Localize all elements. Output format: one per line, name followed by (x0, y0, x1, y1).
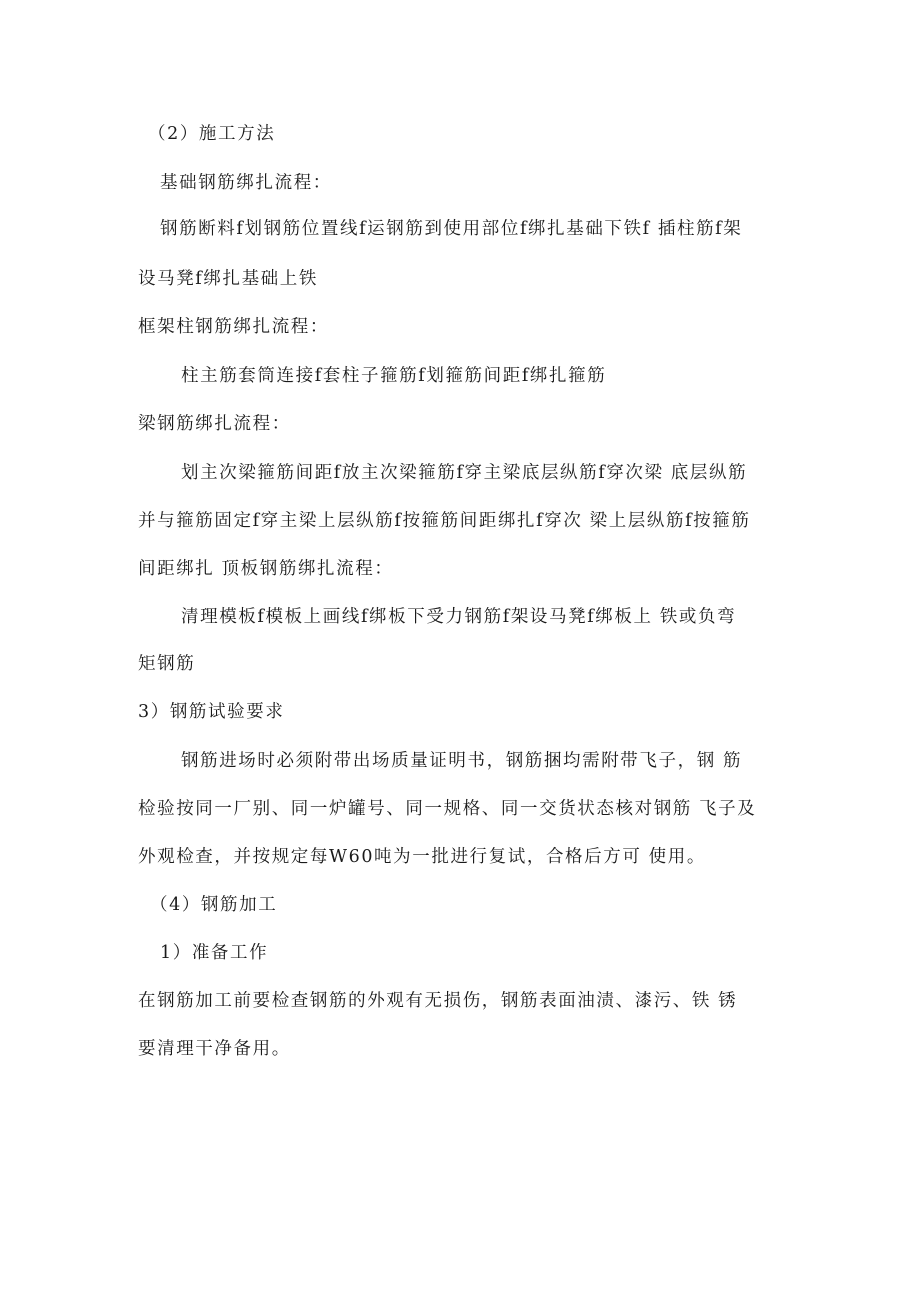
text-line: 设马凳f绑扎基础上铁 (138, 269, 318, 289)
text-line: 基础钢筋绑扎流程： (160, 173, 332, 193)
text-line: 矩钢筋 (138, 654, 196, 674)
text-line: 并与箍筋固定f穿主梁上层纵筋f按箍筋间距绑扎f穿次 梁上层纵筋f按箍筋 (138, 511, 751, 531)
text-line: （4）钢筋加工 (150, 895, 278, 915)
text-line: 框架柱钢筋绑扎流程： (138, 317, 329, 337)
text-line: 1）准备工作 (160, 943, 269, 963)
text-line: （2）施工方法 (148, 124, 276, 144)
text-line: 外观检查，并按规定每W60吨为一批进行复试，合格后方可 使用。 (138, 847, 706, 867)
text-line: 清理模板f模板上画线f绑板下受力钢筋f架设马凳f绑板上 铁或负弯 (181, 607, 737, 627)
text-line: 钢筋进场时必须附带出场质量证明书，钢筋捆均需附带飞子，钢 筋 (181, 751, 743, 771)
text-line: 要清理干净备用。 (138, 1039, 291, 1059)
text-line: 梁钢筋绑扎流程： (138, 414, 291, 434)
text-line: 3）钢筋试验要求 (138, 702, 285, 722)
text-line: 钢筋断料f划钢筋位置线f运钢筋到使用部位f绑扎基础下铁f 插柱筋f架 (160, 219, 743, 239)
text-line: 检验按同一厂别、同一炉罐号、同一规格、同一交货状态核对钢筋 飞子及 (138, 799, 757, 819)
text-line: 在钢筋加工前要检查钢筋的外观有无损伤，钢筋表面油渍、漆污、铁 锈 (138, 991, 738, 1011)
text-line: 柱主筋套筒连接f套柱子箍筋f划箍筋间距f绑扎箍筋 (181, 366, 607, 386)
text-line: 划主次梁箍筋间距f放主次梁箍筋f穿主梁底层纵筋f穿次梁 底层纵筋 (181, 463, 748, 483)
text-line: 间距绑扎 顶板钢筋绑扎流程： (138, 559, 394, 579)
